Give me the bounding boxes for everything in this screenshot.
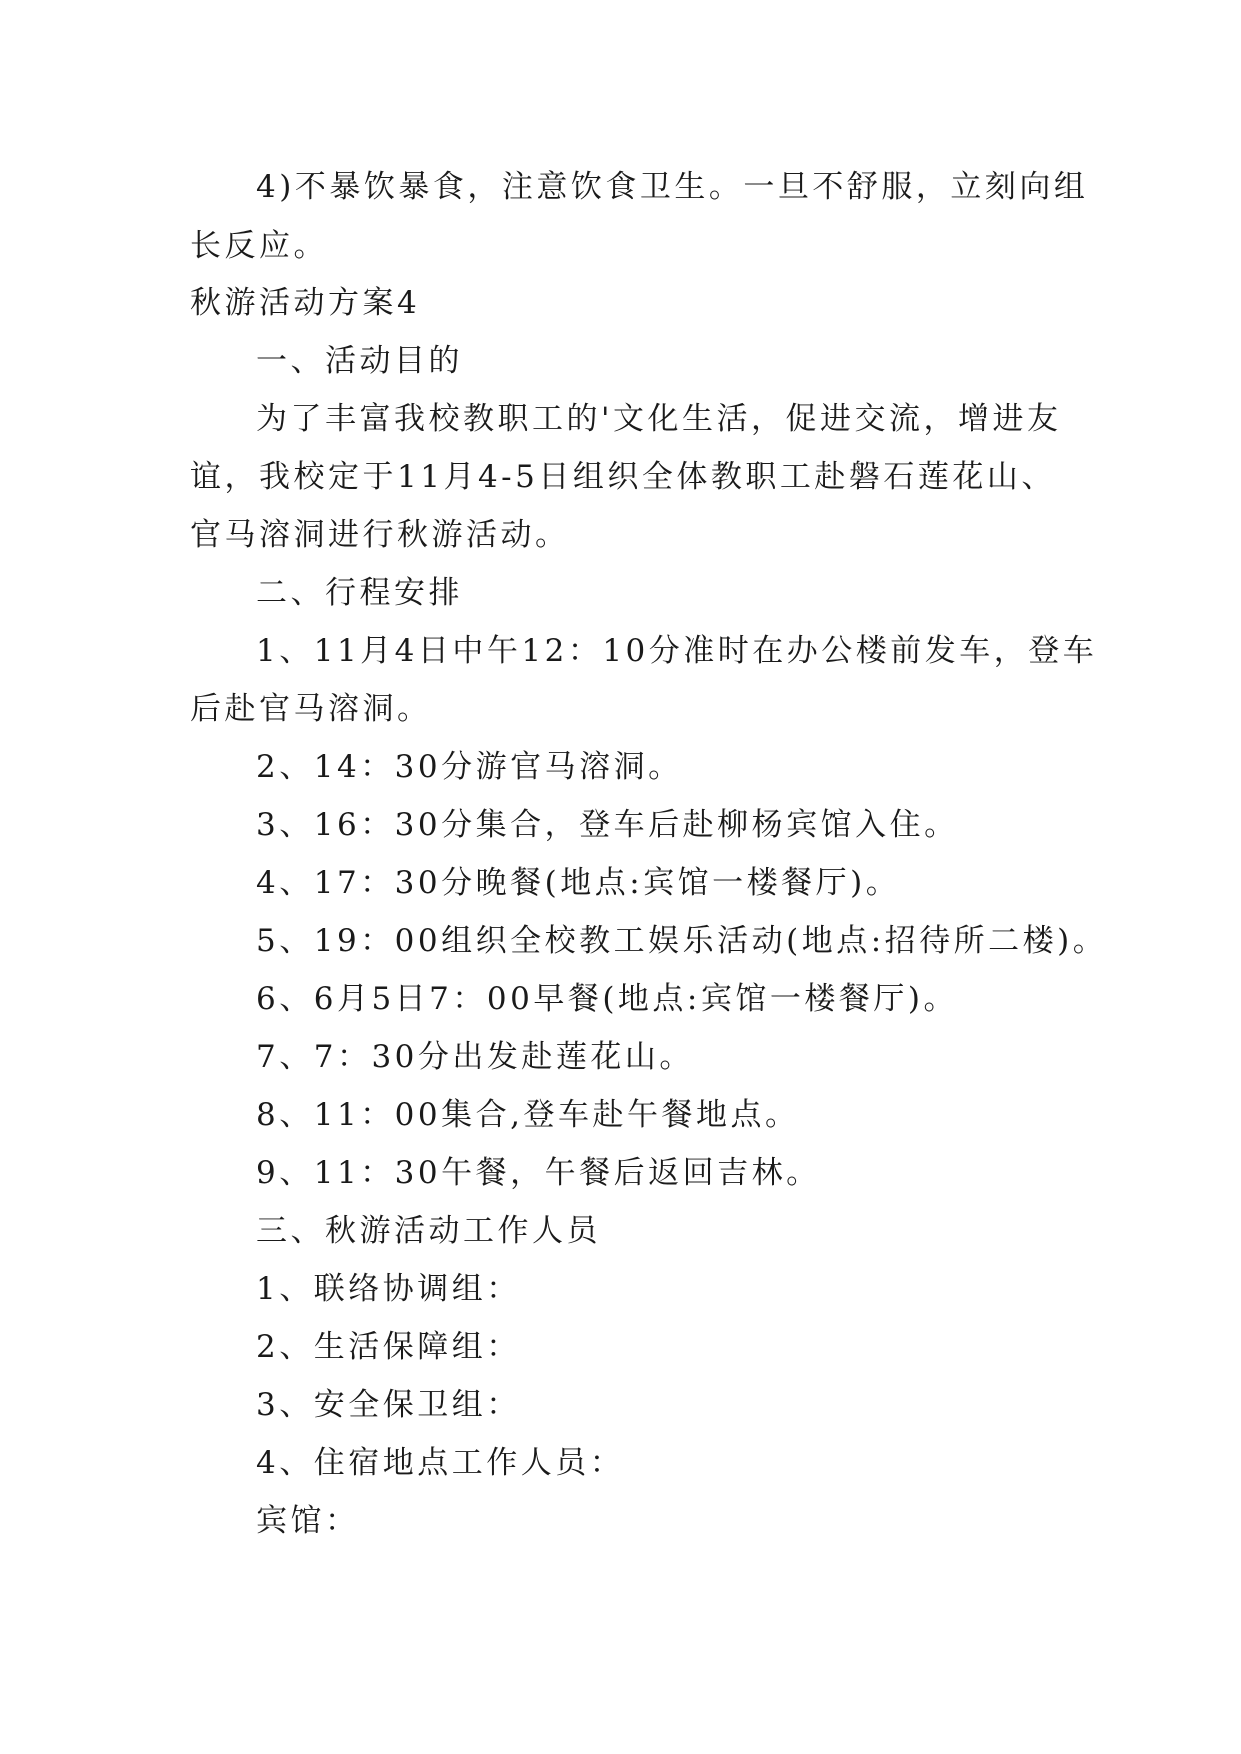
list-item: 9、11：30午餐，午餐后返回吉林。 [256,1155,821,1191]
heading: 一、活动目的 [256,343,463,379]
list-item: 7、7：30分出发赴莲花山。 [256,1039,694,1075]
list-item: 8、11：00集合,登车赴午餐地点。 [256,1097,800,1133]
list-item: 3、安全保卫组： [256,1387,521,1423]
list-item: 后赴官马溶洞。 [190,691,432,727]
text-line: 4)不暴饮暴食，注意饮食卫生。一旦不舒服，立刻向组 [256,169,1089,205]
list-item: 2、生活保障组： [256,1329,521,1365]
heading: 二、行程安排 [256,575,463,611]
section-title: 秋游活动方案4 [190,285,421,321]
text-line: 长反应。 [190,228,328,264]
text-line: 官马溶洞进行秋游活动。 [190,517,570,553]
list-item: 1、11月4日中午12：10分准时在办公楼前发车，登车 [256,633,1098,669]
list-item: 4、17：30分晚餐(地点:宾馆一楼餐厅)。 [256,865,901,901]
list-item: 5、19：00组织全校教工娱乐活动(地点:招待所二楼)。 [256,923,1108,959]
list-item: 6、6月5日7：00早餐(地点:宾馆一楼餐厅)。 [256,981,958,1017]
list-item: 2、14：30分游官马溶洞。 [256,749,683,785]
text-line: 宾馆： [256,1503,360,1539]
list-item: 3、16：30分集合，登车后赴柳杨宾馆入住。 [256,807,959,843]
text-line: 为了丰富我校教职工的'文化生活，促进交流，增进友 [256,401,1062,437]
text-line: 谊，我校定于11月4-5日组织全体教职工赴磐石莲花山、 [190,459,1056,495]
list-item: 4、住宿地点工作人员： [256,1445,625,1481]
heading: 三、秋游活动工作人员 [256,1213,601,1249]
list-item: 1、联络协调组： [256,1271,521,1307]
